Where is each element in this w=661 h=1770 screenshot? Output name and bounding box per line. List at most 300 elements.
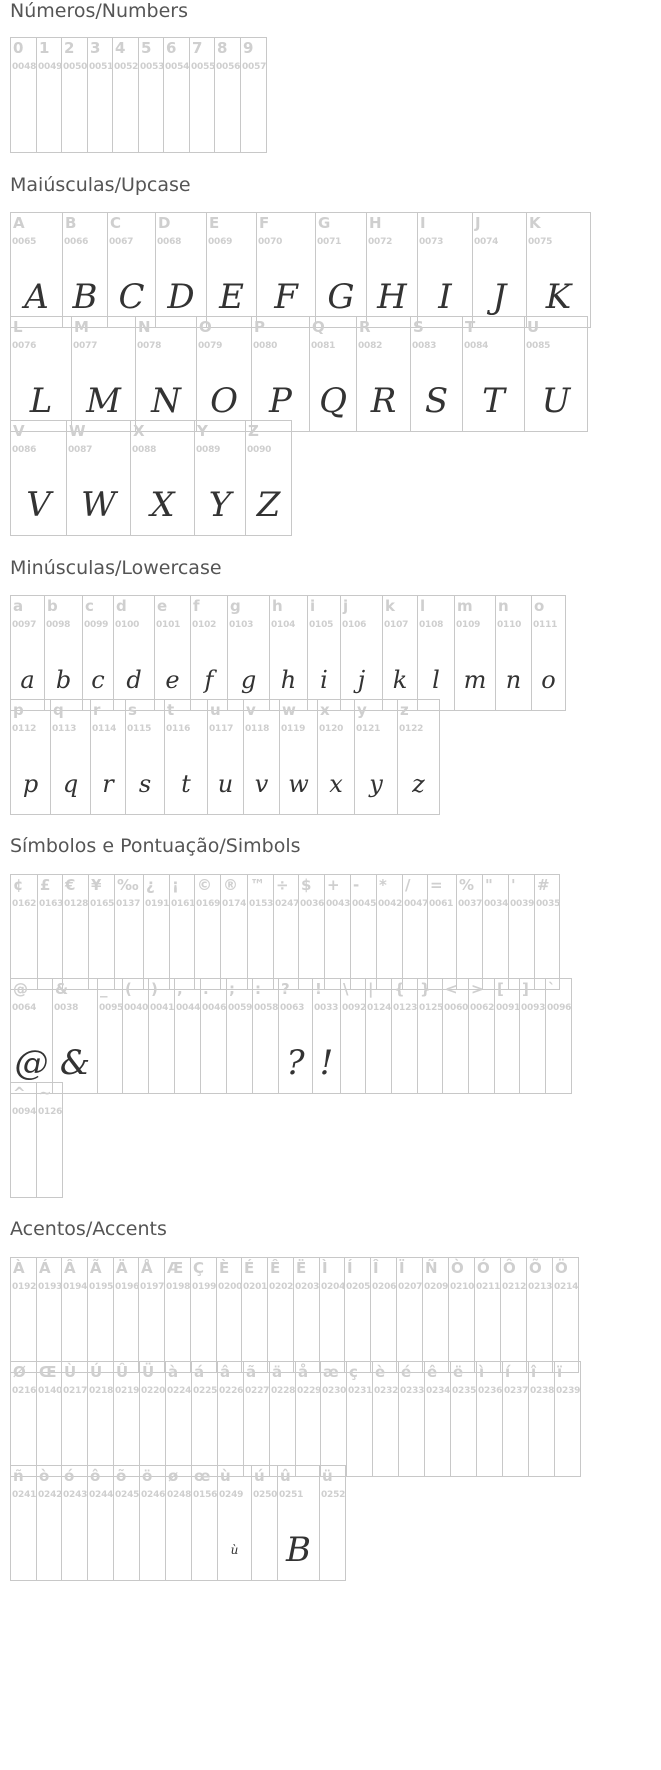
glyph-cell-character: W [69, 422, 86, 440]
section-title-simbolos-e-pontuacao-simbols: Símbolos e Pontuação/Simbols [10, 835, 301, 857]
glyph-cell-0043 [325, 875, 351, 990]
glyph-cell-0085 [525, 317, 588, 432]
glyph-cell-0197 [139, 1258, 165, 1373]
glyph-cell-code: 0236 [478, 1386, 503, 1396]
glyph-cell-character: À [13, 1259, 25, 1277]
glyph-cell-0251 [278, 1466, 320, 1581]
glyph-cell-0077 [72, 317, 136, 432]
glyph-cell-character: ø [168, 1467, 179, 1485]
glyph-cell-0237 [503, 1362, 529, 1477]
glyph-cell-0073 [418, 213, 473, 328]
glyph-cell-character: ê [427, 1363, 438, 1381]
script-glyph-sample: j [357, 666, 366, 694]
glyph-cell-character: 0 [13, 39, 24, 57]
glyph-cell-code: 0072 [368, 237, 393, 247]
glyph-cell-0195 [88, 1258, 114, 1373]
glyph-cell-character: I [420, 214, 426, 232]
glyph-cell-code: 0106 [342, 620, 367, 630]
glyph-cell-character: G [318, 214, 331, 232]
glyph-cell-0210 [449, 1258, 475, 1373]
glyph-cell-character: 5 [141, 39, 152, 57]
script-glyph-sample: o [541, 666, 556, 694]
glyph-cell-character: Ö [555, 1259, 568, 1277]
glyph-cell-0067 [108, 213, 156, 328]
script-glyph-sample: G [327, 277, 355, 317]
glyph-cell-character: ¥ [91, 876, 102, 894]
glyph-cell-0137 [115, 875, 144, 990]
glyph-cell-0242 [37, 1466, 62, 1581]
glyph-cell-0248 [166, 1466, 192, 1581]
glyph-cell-0090 [246, 421, 292, 536]
glyph-cell-code: 0091 [496, 1003, 521, 1013]
glyph-cell-character: V [13, 422, 25, 440]
script-glyph-sample: H [377, 277, 407, 317]
glyph-cell-0064 [11, 979, 53, 1094]
glyph-cell-code: 0123 [393, 1003, 418, 1013]
glyph-cell-code: 0102 [192, 620, 217, 630]
script-glyph-sample: i [320, 666, 328, 694]
glyph-cell-character: Æ [167, 1259, 184, 1277]
glyph-cell-character: | [368, 980, 374, 998]
glyph-cell-character: } [420, 980, 431, 998]
glyph-cell-0123 [392, 979, 418, 1094]
glyph-cell-code: 0110 [497, 620, 522, 630]
glyph-cell-0053 [139, 38, 164, 153]
glyph-cell-0041 [149, 979, 175, 1094]
glyph-cell-0109 [455, 596, 496, 711]
glyph-cell-code: 0066 [64, 237, 89, 247]
glyph-cell-code: 0059 [228, 1003, 253, 1013]
glyph-cell-character: r [93, 701, 101, 719]
glyph-cell-0105 [308, 596, 341, 711]
glyph-cell-0059 [227, 979, 253, 1094]
glyph-cell-0163 [38, 875, 63, 990]
glyph-cell-0194 [62, 1258, 88, 1373]
glyph-cell-code: 0046 [202, 1003, 227, 1013]
glyph-cell-0238 [529, 1362, 555, 1477]
glyph-cell-code: 0226 [219, 1386, 244, 1396]
glyph-cell-character: c [85, 597, 94, 615]
glyph-cell-code: 0212 [502, 1282, 527, 1292]
glyph-cell-0071 [316, 213, 367, 328]
glyph-cell-code: 0036 [300, 899, 325, 909]
glyph-cell-0212 [501, 1258, 527, 1373]
glyph-cell-character: k [385, 597, 395, 615]
script-glyph-sample: g [240, 666, 257, 694]
glyph-cell-character: ò [39, 1467, 50, 1485]
glyph-cell-code: 0108 [419, 620, 444, 630]
glyph-row [10, 978, 572, 1094]
glyph-cell-character: ó [64, 1467, 75, 1485]
glyph-cell-character: á [194, 1363, 205, 1381]
glyph-cell-0193 [37, 1258, 62, 1373]
glyph-cell-character: û [280, 1467, 291, 1485]
glyph-cell-0050 [62, 38, 88, 153]
glyph-cell-code: 0206 [372, 1282, 397, 1292]
script-glyph-sample: C [118, 277, 145, 317]
glyph-cell-0233 [399, 1362, 425, 1477]
section-title-numeros-numbers: Números/Numbers [10, 0, 188, 22]
glyph-cell-0082 [357, 317, 411, 432]
glyph-cell-0118 [244, 700, 280, 815]
glyph-cell-0080 [252, 317, 310, 432]
glyph-cell-character: w [282, 701, 296, 719]
glyph-cell-0249 [218, 1466, 252, 1581]
glyph-cell-code: 0194 [63, 1282, 88, 1292]
glyph-cell-code: 0080 [253, 341, 278, 351]
glyph-cell-character: & [55, 980, 69, 998]
glyph-cell-character: v [246, 701, 256, 719]
glyph-row [10, 37, 267, 153]
script-glyph-sample: d [126, 666, 142, 694]
glyph-cell-0245 [114, 1466, 140, 1581]
glyph-cell-character: S [413, 318, 424, 336]
glyph-cell-code: 0098 [46, 620, 71, 630]
glyph-cell-code: 0244 [89, 1490, 114, 1500]
glyph-cell-code: 0078 [137, 341, 162, 351]
glyph-cell-character: ç [349, 1363, 358, 1381]
glyph-cell-character: Ò [451, 1259, 464, 1277]
glyph-cell-code: 0237 [504, 1386, 529, 1396]
glyph-cell-0228 [270, 1362, 296, 1477]
glyph-cell-character: Œ [39, 1363, 57, 1381]
script-glyph-sample: A [24, 277, 49, 317]
glyph-cell-code: 0203 [295, 1282, 320, 1292]
glyph-cell-0092 [341, 979, 366, 1094]
glyph-cell-character: T [465, 318, 476, 336]
glyph-cell-code: 0050 [63, 62, 88, 72]
glyph-cell-character: ~ [39, 1084, 52, 1102]
glyph-cell-code: 0048 [12, 62, 37, 72]
glyph-cell-code: 0118 [245, 724, 270, 734]
glyph-cell-code: 0205 [346, 1282, 371, 1292]
glyph-cell-0153 [248, 875, 274, 990]
glyph-cell-code: 0058 [254, 1003, 279, 1013]
glyph-cell-0120 [318, 700, 355, 815]
glyph-cell-code: 0105 [309, 620, 334, 630]
glyph-cell-code: 0056 [216, 62, 241, 72]
glyph-cell-code: 0198 [166, 1282, 191, 1292]
script-glyph-sample: e [165, 666, 180, 694]
glyph-cell-0094 [11, 1083, 37, 1198]
glyph-cell-0122 [398, 700, 440, 815]
glyph-cell-0093 [520, 979, 546, 1094]
glyph-cell-code: 0086 [12, 445, 37, 455]
glyph-cell-code: 0064 [12, 1003, 37, 1013]
glyph-cell-code: 0126 [38, 1107, 63, 1117]
glyph-cell-code: 0234 [426, 1386, 451, 1396]
glyph-cell-code: 0120 [319, 724, 344, 734]
glyph-cell-0227 [244, 1362, 270, 1477]
glyph-cell-character: € [65, 876, 76, 894]
glyph-cell-code: 0112 [12, 724, 37, 734]
glyph-cell-character: ® [223, 876, 238, 894]
glyph-cell-character: Å [141, 1259, 153, 1277]
script-glyph-sample: w [288, 770, 309, 798]
glyph-cell-character: ! [315, 980, 322, 998]
glyph-cell-0219 [114, 1362, 140, 1477]
glyph-cell-code: 0095 [99, 1003, 124, 1013]
glyph-cell-character: B [65, 214, 77, 232]
glyph-cell-character: o [534, 597, 545, 615]
glyph-cell-0236 [477, 1362, 503, 1477]
glyph-cell-character: x [320, 701, 330, 719]
glyph-cell-character: ¡ [172, 876, 179, 894]
glyph-cell-code: 0053 [140, 62, 165, 72]
glyph-cell-0232 [373, 1362, 399, 1477]
glyph-cell-0217 [62, 1362, 88, 1477]
glyph-cell-character: M [74, 318, 89, 336]
glyph-cell-code: 0054 [165, 62, 190, 72]
glyph-cell-code: 0231 [348, 1386, 373, 1396]
glyph-cell-character: C [110, 214, 122, 232]
script-glyph-sample: t [181, 770, 191, 798]
glyph-cell-code: 0163 [39, 899, 64, 909]
glyph-cell-character: U [527, 318, 540, 336]
glyph-cell-0252 [320, 1466, 346, 1581]
glyph-cell-character: Ü [142, 1363, 155, 1381]
glyph-cell-code: 0197 [140, 1282, 165, 1292]
script-glyph-sample: Q [319, 381, 347, 421]
glyph-cell-code: 0074 [474, 237, 499, 247]
glyph-cell-0057 [241, 38, 267, 153]
glyph-cell-code: 0137 [116, 899, 141, 909]
glyph-cell-character: è [375, 1363, 386, 1381]
glyph-cell-character: f [193, 597, 200, 615]
glyph-cell-character: å [298, 1363, 309, 1381]
script-glyph-sample: P [269, 381, 292, 421]
glyph-cell-code: 0232 [374, 1386, 399, 1396]
glyph-cell-0091 [495, 979, 520, 1094]
glyph-cell-0061 [428, 875, 457, 990]
glyph-cell-code: 0097 [12, 620, 37, 630]
glyph-cell-code: 0217 [63, 1386, 88, 1396]
glyph-cell-code: 0060 [444, 1003, 469, 1013]
glyph-cell-code: 0057 [242, 62, 267, 72]
script-glyph-sample: W [81, 485, 116, 525]
glyph-cell-0112 [11, 700, 51, 815]
glyph-cell-0125 [418, 979, 443, 1094]
glyph-cell-0075 [527, 213, 591, 328]
glyph-cell-character: ã [246, 1363, 257, 1381]
glyph-cell-character: Y [197, 422, 208, 440]
glyph-cell-character: ™ [250, 876, 265, 894]
script-glyph-sample: R [370, 381, 397, 421]
script-glyph-sample: ! [319, 1043, 334, 1083]
glyph-row [10, 699, 440, 815]
glyph-cell-0211 [475, 1258, 501, 1373]
glyph-cell-character: ú [254, 1467, 265, 1485]
glyph-cell-0224 [166, 1362, 192, 1477]
glyph-cell-0101 [155, 596, 191, 711]
glyph-cell-code: 0087 [68, 445, 93, 455]
glyph-cell-0199 [191, 1258, 217, 1373]
glyph-cell-code: 0238 [530, 1386, 555, 1396]
glyph-row [10, 1361, 581, 1477]
glyph-row [10, 595, 566, 711]
glyph-cell-character: Á [39, 1259, 51, 1277]
script-glyph-sample: ? [286, 1043, 305, 1083]
glyph-cell-code: 0044 [176, 1003, 201, 1013]
glyph-cell-code: 0246 [141, 1490, 166, 1500]
glyph-cell-code: 0219 [115, 1386, 140, 1396]
script-glyph-sample: B [72, 277, 98, 317]
glyph-cell-character: \ [343, 980, 349, 998]
glyph-cell-code: 0250 [253, 1490, 278, 1500]
script-glyph-sample: f [204, 666, 214, 694]
glyph-cell-code: 0042 [378, 899, 403, 909]
glyph-cell-character: ; [229, 980, 235, 998]
glyph-cell-code: 0199 [192, 1282, 217, 1292]
glyph-cell-0200 [217, 1258, 242, 1373]
glyph-cell-0250 [252, 1466, 278, 1581]
glyph-cell-character: _ [100, 980, 108, 998]
glyph-cell-character: 7 [192, 39, 203, 57]
glyph-cell-character: æ [323, 1363, 339, 1381]
glyph-cell-code: 0079 [198, 341, 223, 351]
glyph-cell-character: Q [312, 318, 325, 336]
glyph-cell-code: 0216 [12, 1386, 37, 1396]
glyph-cell-code: 0230 [322, 1386, 347, 1396]
glyph-cell-0111 [532, 596, 566, 711]
script-glyph-sample: J [492, 277, 507, 317]
glyph-cell-0205 [345, 1258, 371, 1373]
glyph-cell-code: 0119 [281, 724, 306, 734]
glyph-cell-character: # [537, 876, 550, 894]
glyph-cell-code: 0065 [12, 237, 37, 247]
glyph-cell-character: % [459, 876, 475, 894]
glyph-cell-code: 0227 [245, 1386, 270, 1396]
glyph-cell-0201 [242, 1258, 268, 1373]
glyph-cell-code: 0037 [458, 899, 483, 909]
glyph-cell-0042 [377, 875, 403, 990]
glyph-cell-character: Ó [477, 1259, 490, 1277]
glyph-cell-0065 [11, 213, 63, 328]
section-title-minusculas-lowercase: Minúsculas/Lowercase [10, 557, 222, 579]
glyph-cell-code: 0122 [399, 724, 424, 734]
glyph-cell-0110 [496, 596, 532, 711]
glyph-cell-character: ÷ [276, 876, 289, 894]
glyph-cell-0037 [457, 875, 483, 990]
glyph-cell-character: È [219, 1259, 230, 1277]
glyph-cell-code: 0081 [311, 341, 336, 351]
glyph-cell-0226 [218, 1362, 244, 1477]
glyph-cell-character: L [13, 318, 23, 336]
script-glyph-sample: I [438, 277, 452, 317]
glyph-cell-code: 0169 [196, 899, 221, 909]
glyph-cell-character: s [128, 701, 137, 719]
glyph-cell-0216 [11, 1362, 37, 1477]
script-glyph-sample: m [463, 666, 487, 694]
glyph-cell-character: ö [142, 1467, 153, 1485]
glyph-cell-0079 [197, 317, 252, 432]
glyph-cell-code: 0196 [115, 1282, 140, 1292]
script-glyph-sample: O [210, 381, 238, 421]
glyph-cell-code: 0061 [429, 899, 454, 909]
glyph-cell-0235 [451, 1362, 477, 1477]
glyph-cell-code: 0096 [547, 1003, 572, 1013]
glyph-cell-0070 [257, 213, 316, 328]
glyph-cell-0084 [463, 317, 525, 432]
glyph-cell-character: h [272, 597, 283, 615]
script-glyph-sample: b [55, 666, 72, 694]
script-glyph-sample: l [432, 666, 440, 694]
glyph-cell-code: 0242 [38, 1490, 63, 1500]
glyph-cell-code: 0174 [222, 899, 247, 909]
glyph-cell-code: 0088 [132, 445, 157, 455]
glyph-cell-character: p [13, 701, 24, 719]
glyph-cell-code: 0201 [243, 1282, 268, 1292]
script-glyph-sample: D [167, 277, 195, 317]
glyph-cell-0076 [11, 317, 72, 432]
glyph-cell-character: Z [248, 422, 259, 440]
glyph-row [10, 420, 292, 536]
glyph-cell-character: ñ [13, 1467, 24, 1485]
glyph-cell-character: 9 [243, 39, 254, 57]
glyph-cell-character: à [168, 1363, 179, 1381]
glyph-cell-character: b [47, 597, 58, 615]
glyph-cell-character: ï [557, 1363, 563, 1381]
glyph-cell-character: X [133, 422, 145, 440]
glyph-cell-code: 0051 [89, 62, 114, 72]
glyph-cell-character: i [310, 597, 316, 615]
glyph-cell-0046 [201, 979, 227, 1094]
glyph-cell-character: e [157, 597, 168, 615]
glyph-cell-0066 [63, 213, 108, 328]
glyph-cell-0156 [192, 1466, 218, 1581]
script-glyph-sample: S [424, 381, 449, 421]
glyph-cell-character: , [177, 980, 183, 998]
glyph-cell-code: 0089 [196, 445, 221, 455]
glyph-cell-character: j [343, 597, 349, 615]
glyph-cell-code: 0192 [12, 1282, 37, 1292]
glyph-cell-character: R [359, 318, 371, 336]
glyph-cell-character: Ç [193, 1259, 205, 1277]
glyph-cell-code: 0040 [124, 1003, 149, 1013]
script-glyph-sample: k [392, 666, 408, 694]
script-glyph-sample: U [541, 381, 571, 421]
glyph-cell-character: g [230, 597, 241, 615]
glyph-cell-code: 0209 [424, 1282, 449, 1292]
script-glyph-sample: ù [230, 1543, 239, 1557]
glyph-cell-0087 [67, 421, 131, 536]
glyph-row [10, 1257, 579, 1373]
glyph-cell-character: ( [125, 980, 132, 998]
glyph-cell-0206 [371, 1258, 397, 1373]
glyph-cell-code: 0115 [127, 724, 152, 734]
glyph-cell-character: ` [548, 980, 556, 998]
glyph-cell-character: = [430, 876, 443, 894]
glyph-cell-0239 [555, 1362, 581, 1477]
glyph-cell-0052 [113, 38, 139, 153]
glyph-cell-0126 [37, 1083, 63, 1198]
glyph-cell-character: E [209, 214, 220, 232]
glyph-cell-code: 0228 [271, 1386, 296, 1396]
glyph-cell-code: 0251 [279, 1490, 304, 1500]
glyph-cell-code: 0077 [73, 341, 98, 351]
glyph-cell-character: © [197, 876, 212, 894]
glyph-cell-code: 0055 [191, 62, 216, 72]
glyph-cell-0089 [195, 421, 246, 536]
glyph-cell-code: 0195 [89, 1282, 114, 1292]
glyph-cell-character: ] [522, 980, 529, 998]
glyph-cell-code: 0070 [258, 237, 283, 247]
script-glyph-sample: x [329, 770, 343, 798]
glyph-cell-0033 [313, 979, 341, 1094]
glyph-cell-0060 [443, 979, 469, 1094]
glyph-cell-character: : [255, 980, 261, 998]
glyph-cell-code: 0045 [352, 899, 377, 909]
